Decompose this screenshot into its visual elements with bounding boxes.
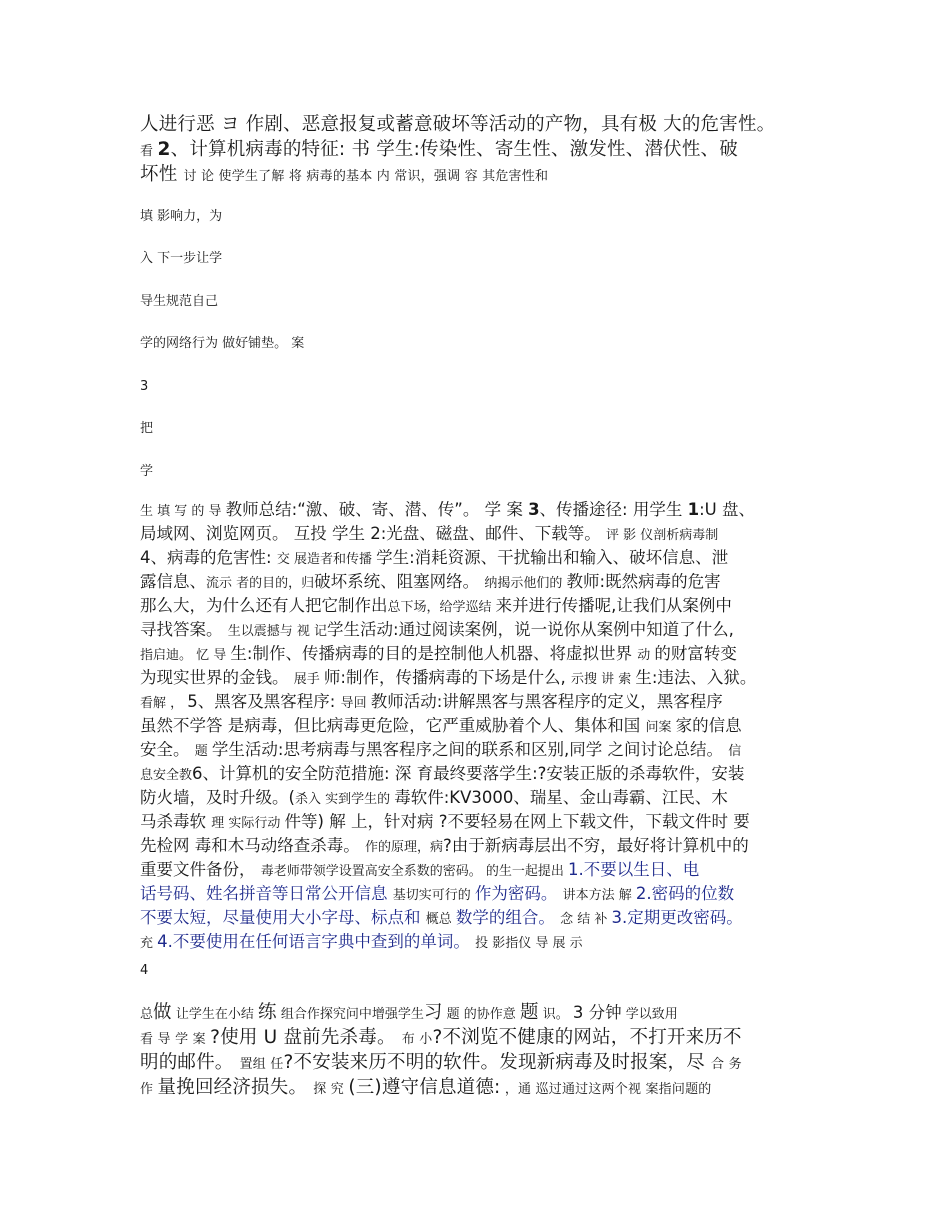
- fragment-number: 3: [140, 379, 149, 394]
- text-line: 充 4.不要使用在任何语言字典中查到的单词。 投 影指仪 导 展 示: [140, 932, 583, 951]
- bottom-paragraph: [140, 1000, 830, 1100]
- fragment-line: 填 影响力，为: [140, 209, 223, 224]
- text-line: 息安全教6、计算机的安全防范措施: 深 育最终要落学生:?安装正版的杀毒软件，安装: [140, 764, 745, 783]
- page-number: 4: [140, 963, 149, 978]
- text-line: 防火墙，及时升级。(杀入 实到学生的 毒软件:KV3000、瑞星、金山毒霸、江民、木: [140, 788, 728, 807]
- text-line: 马杀毒软 理 实际行动 件等) 解 上，针对病 ?不要轻易在网上下载文件，下载文件时 要: [140, 812, 750, 831]
- top-paragraph: [140, 112, 830, 187]
- text-line: 不要太短，尽量使用大小字母、标点和 概总 数学的组合。 念 结 补 3.定期更改密码。: [140, 908, 743, 927]
- text-line: 寻找答案。 生以震撼与 视 记学生活动:通过阅读案例，说一说你从案例中知道了什么,: [140, 620, 734, 639]
- text-line: 重要文件备份， 毒老师带领学设置高安全系数的密码。 的生一起提出 1.不要以生日、电: [140, 860, 700, 879]
- text-line: 安全。 题 学生活动:思考病毒与黑客程序之间的联系和区别,同学 之间讨论总结。 信: [140, 740, 742, 759]
- fragment-line: 学的网络行为 做好铺垫。 案: [140, 336, 305, 351]
- text-line: 人进行恶 ヨ 作剧、恶意报复或蓄意破坏等活动的产物，具有极 大的危害性。: [140, 114, 776, 135]
- text-line: 作 量挽回经济损失。 探 究 (三)遵守信息道德: ，通 巡过通过这两个视 案指问题的: [140, 1077, 712, 1098]
- text-line: 4、病毒的危害性: 交 展造者和传播 学生:消耗资源、干扰输出和输入、破坏信息、泄: [140, 548, 729, 567]
- text-line: 看 2、计算机病毒的特征: 书 学生:传染性、寄生性、激发性、潜伏性、破: [140, 139, 738, 160]
- text-line: 看 导 学 案 ?使用 U 盘前先杀毒。 布 小?不浏览不健康的网站，不打开来历不: [140, 1027, 742, 1048]
- fragment-line: 导生规范自己: [140, 294, 219, 309]
- text-line: 话号码、姓名拼音等日常公开信息 基切实可行的 作为密码。 讲本方法 解 2.密码的位数: [140, 884, 735, 903]
- middle-paragraph: [140, 498, 830, 954]
- text-line: 先检网 毒和木马动络查杀毒。 作的原理，病?由于新病毒层出不穷，最好将计算机中的: [140, 836, 749, 855]
- text-line: 指启迪。 忆 导 生:制作、传播病毒的目的是控制他人机器、将虚拟世界 动 的财富转变: [140, 644, 737, 663]
- text-line: 总做 让学生在小结 练 组合作探究问中增强学生习 题 的协作意 题 识。 3 分钟 学以致用: [140, 1002, 678, 1023]
- text-line: 生 填 写 的 导 教师总结:“激、破、寄、潜、传”。 学 案 3、传播途径: 用学生 1:U 盘、: [140, 500, 755, 519]
- text-line: 为现实世界的金钱。 展手 师:制作，传播病毒的下场是什么, 示搜 讲 索 生:违法、入狱。: [140, 668, 757, 687]
- text-line: 明的邮件。 置组 任?不安装来历不明的软件。发现新病毒及时报案，尽 合 务: [140, 1052, 742, 1073]
- text-line: 露信息、流示 者的目的，归破坏系统、阻塞网络。 纳揭示他们的 教师:既然病毒的危害: [140, 572, 721, 591]
- text-line: 坏性 讨 论 使学生了解 将 病毒的基本 内 常识，强调 容 其危害性和: [140, 164, 549, 185]
- text-line: 看解 ， 5、黑客及黑客程序: 导回 教师活动:讲解黑客与黑客程序的定义，黑客程序: [140, 692, 723, 711]
- text-line: 局域网、浏览网页。 互投 学生 2:光盘、磁盘、邮件、下载等。 评 影 仪剖析病毒制: [140, 524, 719, 543]
- fragment-line: 入 下一步让学: [140, 251, 223, 266]
- fragment-line: 学: [140, 464, 154, 479]
- text-line: 那么大，为什么还有人把它制作出总下场，给学巡结 来并进行传播呢,让我们从案例中: [140, 596, 732, 615]
- text-line: 虽然不学答 是病毒，但比病毒更危险，它严重威胁着个人、集体和国 问案 家的信息: [140, 716, 742, 735]
- fragment-line: 把: [140, 421, 154, 436]
